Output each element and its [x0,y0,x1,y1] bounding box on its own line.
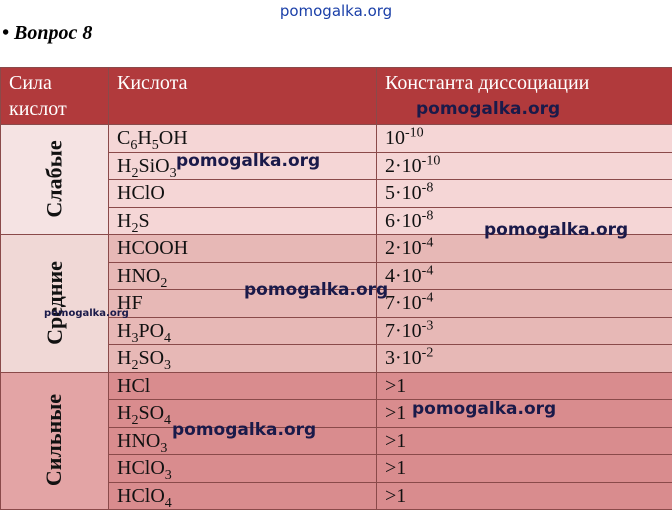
constant-cell [377,427,672,455]
text-part: H [117,320,131,342]
superscript: -10 [405,126,424,141]
subscript: 6 [130,138,137,152]
superscript: -4 [422,291,434,306]
constant-cell [377,482,672,510]
subscript: 4 [164,413,171,427]
question-title: • Вопрос 8 [2,22,92,45]
subscript: 3 [170,166,177,180]
text-part: 10 [385,127,405,149]
text-part: 6·10 [385,210,422,232]
superscript: -8 [422,181,434,196]
text-part: HClO [117,485,165,507]
subscript: 2 [131,221,138,235]
subscript: 4 [165,496,172,510]
text-part: HF [117,292,143,314]
subscript: 4 [164,331,171,345]
constant-cell [377,455,672,483]
text-part: HClO [117,182,165,204]
acid-cell [109,235,377,263]
constant-cell [377,125,672,153]
acid-cell [109,455,377,483]
watermark: pomogalka.org [412,399,556,419]
text-part: H [117,347,131,369]
text-part: C [117,127,130,149]
subscript: 3 [131,331,138,345]
group-label: Слабые [42,140,66,217]
subscript: 2 [131,166,138,180]
constant-cell [377,290,672,318]
subscript: 2 [131,413,138,427]
constant-cell [377,152,672,180]
group-label: Средние [43,261,67,345]
acid-cell [109,317,377,345]
site-header-link[interactable]: pomogalka.org [0,2,672,20]
acid-cell [109,207,377,235]
subscript: 3 [165,468,172,482]
subscript: 2 [131,358,138,372]
watermark: pomogalka.org [44,308,129,319]
superscript: -2 [422,346,434,361]
text-part: HClO [117,457,165,479]
table-row [1,125,672,153]
superscript: -3 [422,318,434,333]
constant-cell [377,180,672,208]
subscript: 3 [160,441,167,455]
text-part: >1 [385,485,406,507]
text-part: HNO [117,430,160,452]
constant-cell [377,345,672,373]
text-part: >1 [385,457,406,479]
group-label: Сильные [42,394,66,486]
text-part: OH [159,127,188,149]
header-acid: Кислота [109,68,377,125]
text-part: 2·10 [385,155,422,177]
text-part: SO [138,347,164,369]
text-part: >1 [385,375,406,397]
superscript: -10 [422,153,441,168]
acid-cell [109,372,377,400]
text-part: 2·10 [385,237,422,259]
acid-cell [109,345,377,373]
text-part: 7·10 [385,292,422,314]
constant-cell [377,317,672,345]
superscript: -4 [422,236,434,251]
superscript: -8 [422,208,434,223]
text-part: H [117,155,131,177]
text-part: >1 [385,402,406,424]
text-part: HNO [117,265,160,287]
constant-cell [377,372,672,400]
text-part: 4·10 [385,265,422,287]
text-part: >1 [385,430,406,452]
subscript: 5 [152,138,159,152]
acid-cell [109,180,377,208]
text-part: H [117,210,131,232]
group-cell [1,235,109,373]
group-cell [1,372,109,510]
group-cell [1,125,109,235]
text-part: 7·10 [385,320,422,342]
header-strength: Сила кислот [1,68,109,125]
acid-cell [109,125,377,153]
text-part: SO [138,402,164,424]
watermark: pomogalka.org [416,99,560,119]
superscript: -4 [422,263,434,278]
header-constant: Константа диссоциации [377,68,672,125]
acid-cell [109,482,377,510]
table-row [1,372,672,400]
text-part: PO [138,320,164,342]
watermark: pomogalka.org [484,220,628,240]
text-part: SiO [138,155,169,177]
watermark: pomogalka.org [172,420,316,440]
text-part: 3·10 [385,347,422,369]
watermark: pomogalka.org [176,151,320,171]
watermark: pomogalka.org [244,280,388,300]
text-part: 5·10 [385,182,422,204]
table-header-row [1,68,672,125]
text-part: H [117,402,131,424]
text-part: S [138,210,149,232]
subscript: 2 [160,276,167,290]
text-part: H [137,127,151,149]
text-part: HCOOH [117,237,188,259]
subscript: 3 [164,358,171,372]
constant-cell [377,262,672,290]
text-part: HCl [117,375,150,397]
